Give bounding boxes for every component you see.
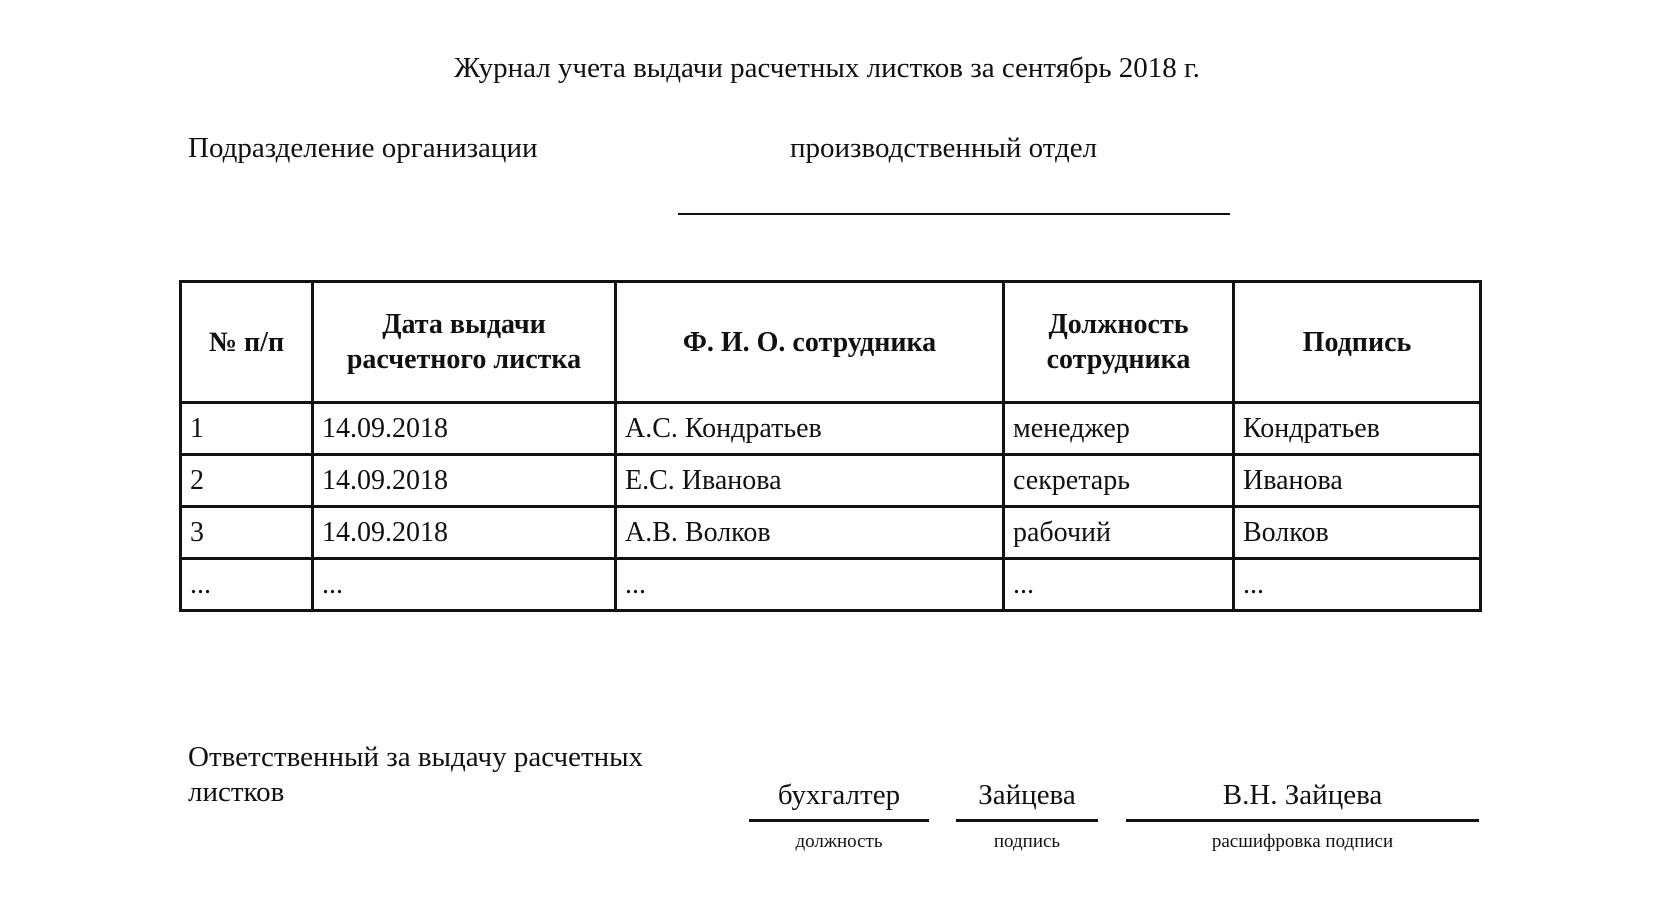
cell-signature: Кондратьев (1234, 403, 1481, 455)
header-issue-date: Дата выдачи расчетного листка (313, 282, 616, 403)
cell-employee-name: ... (616, 559, 1004, 611)
cell-signature: Иванова (1234, 455, 1481, 507)
cell-issue-date: 14.09.2018 (313, 403, 616, 455)
responsible-decoding-caption: расшифровка подписи (1211, 831, 1394, 852)
header-employee-position: Должность сотрудника (1004, 282, 1234, 403)
cell-signature: Волков (1234, 507, 1481, 559)
header-signature: Подпись (1234, 282, 1481, 403)
cell-employee-position: ... (1004, 559, 1234, 611)
cell-number: ... (181, 559, 313, 611)
table-header-row (181, 282, 1481, 403)
responsible-signature-field (956, 775, 1098, 854)
cell-issue-date: ... (313, 559, 616, 611)
cell-employee-name: Е.С. Иванова (616, 455, 1004, 507)
table-row (181, 455, 1481, 507)
responsible-label: Ответственный за выдачу расчетных листков (188, 741, 644, 808)
cell-employee-name: А.В. Волков (616, 507, 1004, 559)
cell-number: 2 (181, 455, 313, 507)
cell-employee-name: А.С. Кондратьев (616, 403, 1004, 455)
organization-label: Подразделение организации (188, 132, 538, 164)
header-number: № п/п (181, 282, 313, 403)
responsible-position-value: бухгалтер (749, 775, 929, 822)
responsible-decoding-field (1126, 775, 1479, 854)
organization-underline (678, 213, 1230, 215)
header-employee-name: Ф. И. О. сотрудника (616, 282, 1004, 403)
journal-table (179, 280, 1482, 612)
responsible-signature-caption: подпись (993, 831, 1061, 852)
responsible-signature-value: Зайцева (956, 775, 1098, 822)
cell-number: 3 (181, 507, 313, 559)
responsible-position-caption: должность (795, 831, 883, 852)
cell-employee-position: секретарь (1004, 455, 1234, 507)
cell-number: 1 (181, 403, 313, 455)
table-row (181, 507, 1481, 559)
cell-signature: ... (1234, 559, 1481, 611)
cell-issue-date: 14.09.2018 (313, 507, 616, 559)
organization-value: производственный отдел (790, 132, 1098, 164)
table-row (181, 559, 1481, 611)
table-row (181, 403, 1481, 455)
document-title: Журнал учета выдачи расчетных листков за сентябрь 2018 г. (454, 52, 1200, 84)
cell-employee-position: рабочий (1004, 507, 1234, 559)
responsible-decoding-value: В.Н. Зайцева (1126, 775, 1479, 822)
cell-issue-date: 14.09.2018 (313, 455, 616, 507)
cell-employee-position: менеджер (1004, 403, 1234, 455)
responsible-position-field (749, 775, 929, 854)
